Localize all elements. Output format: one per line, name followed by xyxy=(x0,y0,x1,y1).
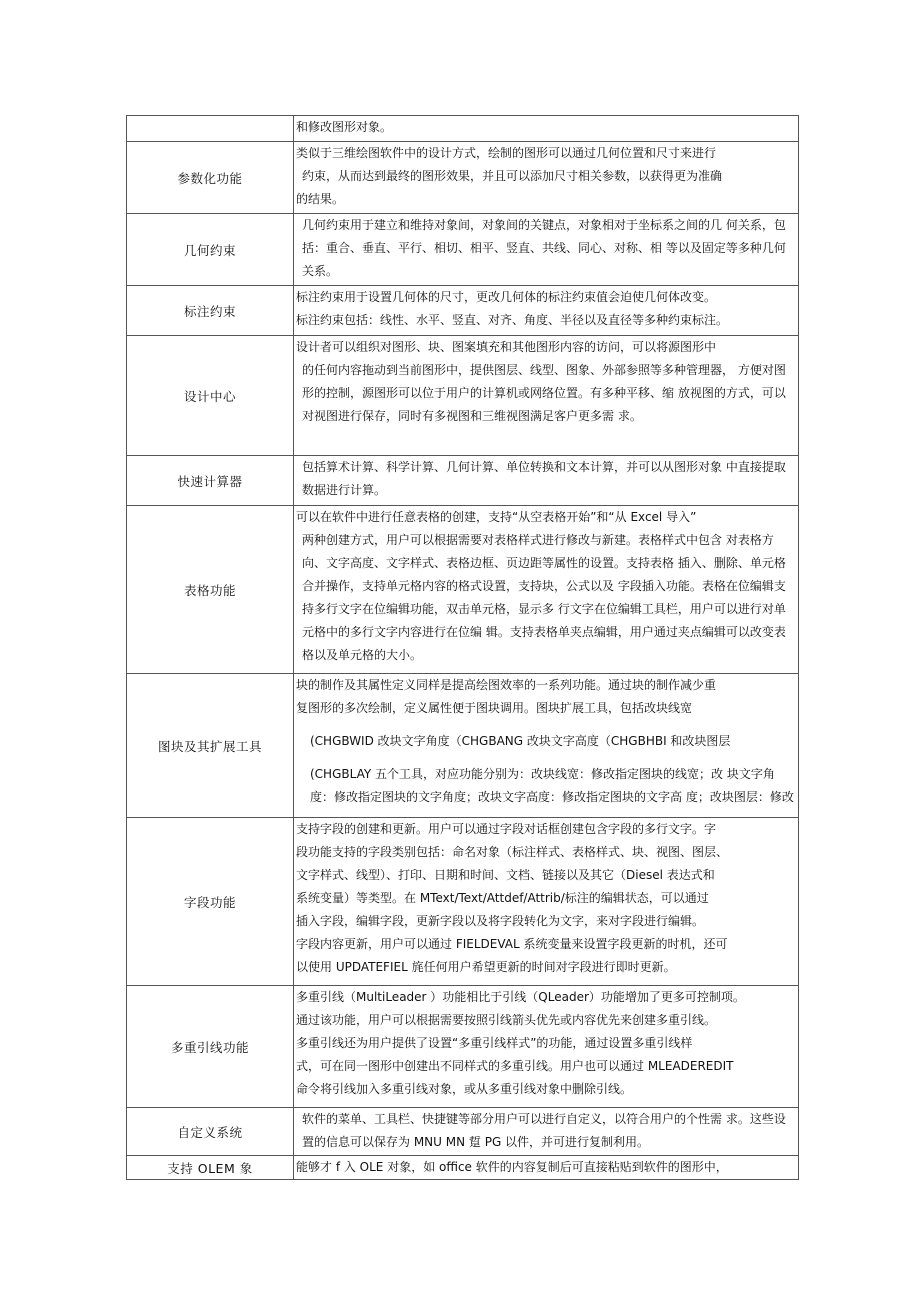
table-row xyxy=(127,116,799,142)
desc-line: 多重引线（MultiLeader ）功能相比于引线（QLeader）功能增加了更多可控制项。 xyxy=(296,990,745,1004)
feature-name: 字段功能 xyxy=(183,894,236,910)
feature-name-cell xyxy=(127,286,294,336)
feature-name-cell xyxy=(127,116,294,142)
feature-name-cell xyxy=(127,1156,294,1180)
feature-name-cell xyxy=(127,336,294,456)
feature-name: 多重引线功能 xyxy=(170,1039,249,1055)
feature-desc-cell xyxy=(294,286,799,336)
feature-desc-cell xyxy=(294,336,799,456)
desc-line: 几何约束用于建立和维持对象间，对象间的关键点，对象相对于坐标系之间的几 何关系，包括：重合、垂直、平行、相切、相平、竖直、共线、同心、对称、相 等以及固定等多种几何关系。 xyxy=(302,218,786,278)
table-row xyxy=(127,818,799,986)
feature-name: 几何约束 xyxy=(183,242,236,258)
feature-name-cell xyxy=(127,506,294,674)
table-row xyxy=(127,986,799,1108)
feature-desc-cell xyxy=(294,116,799,142)
feature-desc-cell xyxy=(294,214,799,286)
desc-line: 可以在软件中进行任意表格的创建，支持“从空表格开始”和“从 Excel 导入” xyxy=(296,510,697,524)
desc-line: 复图形的多次绘制，定义属性便于图块调用。图块扩展工具，包括改块线宽 xyxy=(296,701,693,715)
feature-name: 标注约束 xyxy=(183,303,236,319)
feature-desc-cell xyxy=(294,674,799,818)
feature-name: 表格功能 xyxy=(183,582,236,598)
table-row xyxy=(127,1108,799,1156)
desc-line: 以使用 UPDATEFIEL 旄任何用户希望更新的时间对字段进行即时更新。 xyxy=(296,960,676,974)
feature-desc-cell xyxy=(294,1108,799,1156)
feature-name: 图块及其扩展工具 xyxy=(157,738,262,754)
desc-line: (CHGBWID 改块文字角度（CHGBANG 改块文字高度（CHGBHBI 和改块图层 xyxy=(310,734,731,748)
desc-line: 能够才 f 入 OLE 对象，如 office 软件的内容复制后可直接粘贴到软件的图形中， xyxy=(296,1160,728,1174)
feature-desc-cell xyxy=(294,456,799,506)
desc-line: 约束，从而达到最终的图形效果，并且可以添加尺寸相关参数，以获得更为准确 xyxy=(302,169,723,183)
desc-line: 系统变量）等类型。在 MText/Text/Attdef/Attrib/标注的编辑状态，可以通过 xyxy=(296,891,709,905)
desc-line: 标注约束包括：线性、水平、竖直、对齐、角度、半径以及直径等多种约束标注。 xyxy=(296,313,729,327)
feature-name-cell xyxy=(127,1108,294,1156)
feature-name: 参数化功能 xyxy=(177,170,243,186)
desc-line: 两种创建方式，用户可以根据需要对表格样式进行修改与新建。表格样式中包含 对表格方向、文字高度、文字样式、表格边框、页边距等属性的设置。支持表格 插入、删除、单元格合并操作，支持单元格内容的格式设置，支持块，公式以及 字段插入功能。表格在位编辑支持多行文字在位编辑功能，双击单元格，显示多 行文字在位编辑工具栏，用户可以进行对单元格中的多行文字内容进行在位编 辑。支持表格单夹点编辑，用户通过夹点编辑可以改变表格以及单元格的大小。 xyxy=(302,533,786,662)
desc-line: 块的制作及其属性定义同样是提高绘图效率的一系列功能。通过块的制作减少重 xyxy=(296,678,717,692)
desc-line: 软件的菜单、工具栏、快捷键等部分用户可以进行自定义，以符合用户的个性需 求。这些设置的信息可以保存为 MNU MN 踅 PG 以件，并可进行复制利用。 xyxy=(302,1112,786,1149)
desc-line: 支持字段的创建和更新。用户可以通过字段对话框创建包含字段的多行文字。字 xyxy=(296,822,717,836)
desc-line: 包括算术计算、科学计算、几何计算、单位转换和文本计算，并可以从图形对象 中直接提取数据进行计算。 xyxy=(302,460,786,497)
feature-name-cell xyxy=(127,818,294,986)
feature-desc-cell xyxy=(294,506,799,674)
desc-line: (CHGBLAY 五个工具，对应功能分别为：改块线宽：修改指定图块的线宽；改 块文字角度：修改指定图块的文字角度；改块文字高度：修改指定图块的文字高 度；改块图层：修改 xyxy=(310,767,794,804)
table-row xyxy=(127,456,799,506)
feature-name: 设计中心 xyxy=(183,388,236,404)
desc-line: 文字样式、线型）、打印、日期和时间、文档、链接以及其它（Diesel 表达式和 xyxy=(296,868,715,882)
feature-table xyxy=(126,115,799,1180)
desc-line: 多重引线还为用户提供了设置“多重引线样式”的功能，通过设置多重引线样 xyxy=(296,1036,693,1050)
desc-line: 字段内容更新，用户可以通过 FIELDEVAL 系统变量来设置字段更新的时机，还可 xyxy=(296,937,728,951)
table-row xyxy=(127,142,799,214)
feature-name-cell xyxy=(127,142,294,214)
feature-desc-cell xyxy=(294,986,799,1108)
feature-name-cell xyxy=(127,674,294,818)
desc-line: 类似于三维绘图软件中的设计方式，绘制的图形可以通过几何位置和尺寸来进行 xyxy=(296,146,717,160)
desc-line: 式，可在同一图形中创建出不同样式的多重引线。用户也可以通过 MLEADEREDIT xyxy=(296,1059,734,1073)
feature-name-cell xyxy=(127,214,294,286)
desc-line: 段功能支持的字段类别包括：命名对象（标注样式、表格样式、块、视图、图层、 xyxy=(296,845,729,859)
desc-line: 标注约束用于设置几何体的尺寸，更改几何体的标注约束值会迫使几何体改变。 xyxy=(296,290,717,304)
feature-name: 自定义系统 xyxy=(177,1124,243,1140)
desc-line: 和修改图形对象。 xyxy=(296,120,393,134)
table-row xyxy=(127,336,799,456)
table-row xyxy=(127,286,799,336)
desc-line: 的任何内容拖动到当前图形中，提供图层、线型、图象、外部参照等多种管理器， 方便对图形的控制，源图形可以位于用户的计算机或网络位置。有多种平移、缩 放视图的方式，可以对视图进行保存，同时有多视图和三维视图满足客户更多需 求。 xyxy=(302,363,786,423)
feature-name: 快速计算器 xyxy=(177,473,243,489)
feature-desc-cell xyxy=(294,142,799,214)
table-row xyxy=(127,1156,799,1180)
feature-desc-cell xyxy=(294,818,799,986)
desc-line: 通过该功能，用户可以根据需要按照引线箭头优先或内容优先来创建多重引线。 xyxy=(296,1013,717,1027)
table-row xyxy=(127,674,799,818)
desc-line: 设计者可以组织对图形、块、图案填充和其他图形内容的访问，可以将源图形中 xyxy=(296,340,717,354)
table-row xyxy=(127,506,799,674)
feature-name: 支持 OLEM 象 xyxy=(167,1160,253,1176)
desc-line: 命令将引线加入多重引线对象，或从多重引线对象中删除引线。 xyxy=(296,1082,633,1096)
feature-name-cell xyxy=(127,456,294,506)
table-row xyxy=(127,214,799,286)
feature-name-cell xyxy=(127,986,294,1108)
feature-desc-cell xyxy=(294,1156,799,1180)
desc-line: 插入字段，编辑字段，更新字段以及将字段转化为文字，来对字段进行编辑。 xyxy=(296,914,705,928)
desc-line: 的结果。 xyxy=(296,192,345,206)
